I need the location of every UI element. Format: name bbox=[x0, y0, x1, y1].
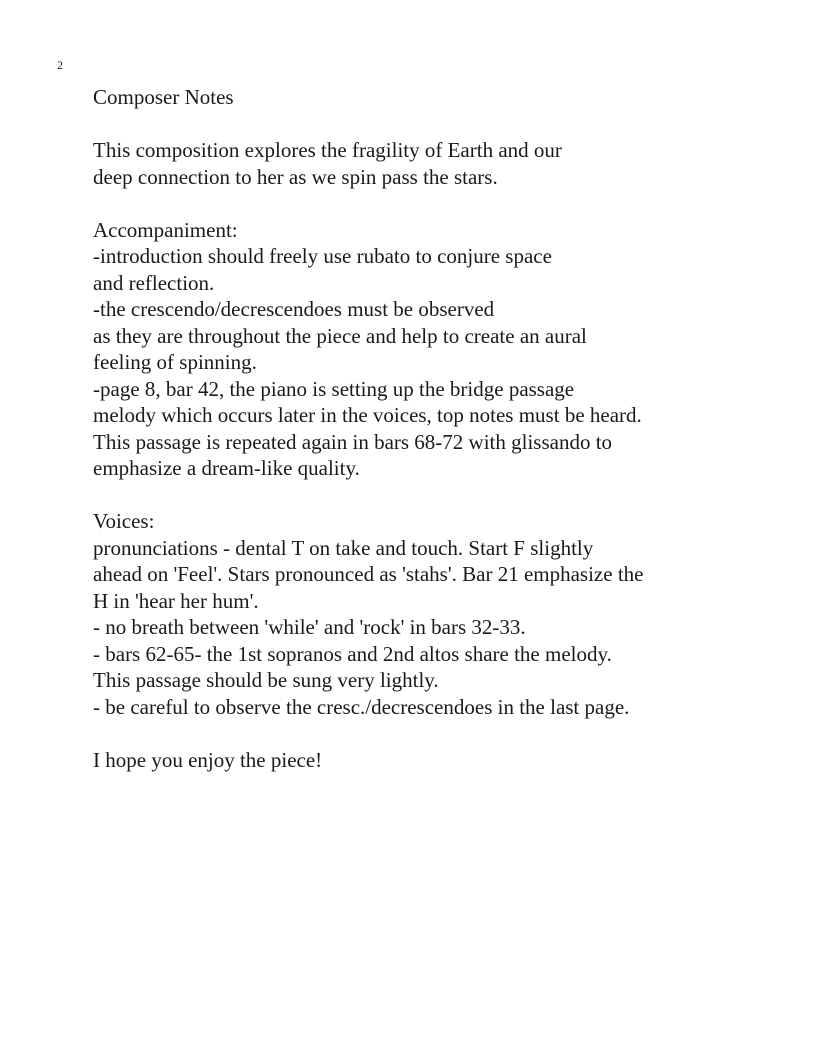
voices-line: pronunciations - dental T on take and touch. Start F slightly bbox=[93, 535, 594, 560]
accompaniment-line: as they are throughout the piece and help to create an aural bbox=[93, 323, 587, 348]
page-title: Composer Notes bbox=[93, 85, 234, 109]
voices-line: - bars 62-65- the 1st sopranos and 2nd altos share the melody. bbox=[93, 641, 612, 666]
accompaniment-line: -page 8, bar 42, the piano is setting up the bridge passage bbox=[93, 376, 575, 401]
composer-notes bbox=[93, 84, 773, 773]
spacer bbox=[93, 720, 773, 747]
intro-line: deep connection to her as we spin pass the stars. bbox=[93, 164, 498, 189]
spacer bbox=[93, 111, 773, 138]
voices-line: - be careful to observe the cresc./decrescendoes in the last page. bbox=[93, 694, 630, 719]
spacer bbox=[93, 190, 773, 217]
voices-line: - no breath between 'while' and 'rock' in bars 32-33. bbox=[93, 615, 526, 639]
intro-paragraph bbox=[93, 137, 773, 190]
page-number: 2 bbox=[57, 58, 63, 72]
accompaniment-line: -the crescendo/decrescendoes must be observed bbox=[93, 297, 495, 321]
voices-line: H in 'hear her hum'. bbox=[93, 588, 259, 613]
intro-line: This composition explores the fragility of Earth and our bbox=[93, 138, 562, 162]
accompaniment-line: This passage is repeated again in bars 68-72 with glissando to bbox=[93, 429, 613, 454]
voices-heading: Voices: bbox=[93, 509, 155, 533]
accompaniment-line: emphasize a dream-like quality. bbox=[93, 456, 360, 480]
accompaniment-line: -introduction should freely use rubato to conjure space bbox=[93, 244, 552, 268]
closing-line: I hope you enjoy the piece! bbox=[93, 747, 323, 772]
voices-line: ahead on 'Feel'. Stars pronounced as 'stahs'. Bar 21 emphasize the bbox=[93, 562, 644, 586]
accompaniment-line: and reflection. bbox=[93, 270, 215, 295]
spacer bbox=[93, 482, 773, 509]
accompaniment-section bbox=[93, 217, 773, 482]
accompaniment-line: melody which occurs later in the voices, top notes must be heard. bbox=[93, 403, 642, 427]
voices-line: This passage should be sung very lightly. bbox=[93, 668, 439, 692]
accompaniment-line: feeling of spinning. bbox=[93, 350, 257, 374]
accompaniment-heading: Accompaniment: bbox=[93, 217, 238, 242]
voices-section bbox=[93, 508, 773, 720]
